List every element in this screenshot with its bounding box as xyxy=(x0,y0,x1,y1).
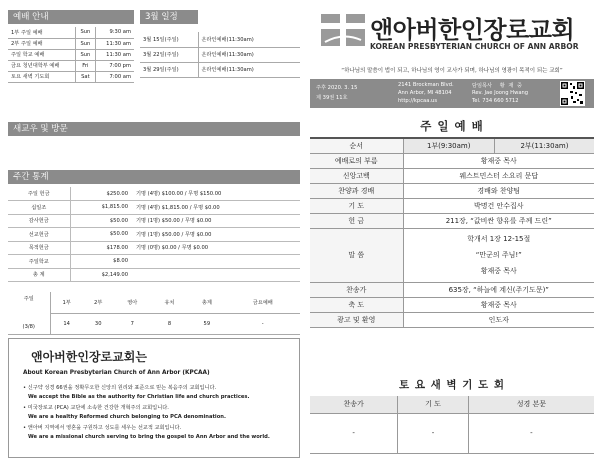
march-date: 3월 29일(주일) xyxy=(140,62,198,77)
worship-row xyxy=(310,282,594,297)
service-row xyxy=(8,49,134,60)
worship-row-label: 기 도 xyxy=(310,198,403,213)
offering-detail xyxy=(132,255,300,269)
worship-row xyxy=(310,168,594,183)
worship-title: 주 일 예 배 xyxy=(420,119,484,133)
service-time: 7:00 pm xyxy=(96,60,134,71)
march-schedule xyxy=(140,10,300,78)
march-table xyxy=(140,32,300,78)
march-event: 온라인예배(11:30am) xyxy=(198,62,300,77)
worship-row-label: 신앙고백 xyxy=(310,168,403,183)
offering-row xyxy=(8,187,300,201)
march-date: 3월 15일(주일) xyxy=(140,32,198,47)
offering-name: 총 계 xyxy=(8,268,70,282)
worship-row-label: 광고 및 환영 xyxy=(310,312,403,327)
service-day: Sat xyxy=(75,71,96,82)
worship-row-value: 211장, “값비싼 향유를 주께 드린” xyxy=(403,213,594,228)
attendance-sunday: 주일 xyxy=(23,296,34,302)
service-day: Fri xyxy=(75,60,96,71)
service-day: Sun xyxy=(75,49,96,60)
worship-row-value: 635장, “하늘에 계신(주기도문)” xyxy=(403,282,594,297)
bulletin-volume: 제 39권 11호 xyxy=(316,95,348,101)
saturday-value: - xyxy=(398,413,469,453)
offering-detail xyxy=(132,268,300,282)
website-link[interactable]: http://kpcaa.us xyxy=(398,98,438,104)
worship-row-value: 경배와 찬양팀 xyxy=(403,183,594,198)
about-item-ko: • 미국장로교 (PCA) 교단에 소속한 건강한 개혁주의 교회입니다. xyxy=(23,405,169,411)
service-time: 11:30 am xyxy=(96,49,134,60)
saturday-value: - xyxy=(310,413,398,453)
worship-row xyxy=(310,183,594,198)
offering-detail: 기명 (4명) $1,815.00 / 무명 $0.00 xyxy=(132,201,300,215)
phone-prefix: Tel. xyxy=(472,98,481,104)
offering-name: 주일학교 xyxy=(8,255,70,269)
worship-col-first: 1부(9:30am) xyxy=(403,138,494,153)
service-row xyxy=(8,60,134,71)
about-title: 앤아버한인장로교회는 xyxy=(31,350,147,364)
service-name: 1부 주일 예배 xyxy=(8,27,75,38)
worship-row-label: 찬송가 xyxy=(310,282,403,297)
address-line-1: 2141 Brockman Blvd. xyxy=(398,82,454,88)
sermon-label: 말 씀 xyxy=(310,228,403,282)
attendance-value: - xyxy=(225,313,300,334)
offering-amount: $178.00 xyxy=(70,241,132,255)
attendance-header: 유치 xyxy=(151,292,188,313)
worship-row-label: 찬양과 경배 xyxy=(310,183,403,198)
worship-row xyxy=(310,198,594,213)
service-row xyxy=(8,38,134,49)
service-time: 7:00 am xyxy=(96,71,134,82)
offering-name: 목적헌금 xyxy=(8,241,70,255)
sermon-cell xyxy=(403,228,594,282)
march-date: 3월 22일(주일) xyxy=(140,47,198,62)
saturday-value: - xyxy=(468,413,594,453)
worship-row xyxy=(310,153,594,168)
offering-name: 십일조 xyxy=(8,201,70,215)
worship-col-second: 2부(11:30am) xyxy=(494,138,594,153)
service-name: 2부 주일 예배 xyxy=(8,38,75,49)
saturday-title: 토 요 새 벽 기 도 회 xyxy=(399,379,505,391)
about-item-ko-text: 앤아버 지역에서 영혼을 구원하고 성도를 세우는 선교적 교회입니다. xyxy=(27,425,182,431)
service-time: 9:30 am xyxy=(96,27,134,38)
sermon-row xyxy=(310,228,594,282)
church-name-en: KOREAN PRESBYTERIAN CHURCH OF ANN ARBOR xyxy=(370,42,579,51)
service-day: Sun xyxy=(75,27,96,38)
worship-row xyxy=(310,312,594,327)
service-name: 주일 학교 예배 xyxy=(8,49,75,60)
attendance-value: 30 xyxy=(83,313,114,334)
offering-name: 선교헌금 xyxy=(8,228,70,242)
pastor-label: 담임목사 xyxy=(472,83,493,89)
address-line-2: Ann Arbor, MI 48104 xyxy=(398,90,452,96)
march-event: 온라인예배(11:30am) xyxy=(198,32,300,47)
attendance-header: 총계 xyxy=(188,292,225,313)
about-list xyxy=(9,376,299,440)
worship-row-value: 황재중 목사 xyxy=(403,297,594,312)
saturday-header: 찬송가 xyxy=(310,396,398,413)
attendance-table xyxy=(8,292,300,335)
offering-amount: $50.00 xyxy=(70,228,132,242)
attendance-value: 14 xyxy=(50,313,83,334)
service-day: Sun xyxy=(75,38,96,49)
offering-row xyxy=(8,201,300,215)
offering-table xyxy=(8,187,300,282)
worship-row-value: 황재중 목사 xyxy=(403,153,594,168)
march-row xyxy=(140,47,300,62)
saturday-header: 성경 본문 xyxy=(468,396,594,413)
offering-row xyxy=(8,214,300,228)
attendance-value: 7 xyxy=(114,313,151,334)
attendance-header: 1부 xyxy=(50,292,83,313)
attendance-header: 2부 xyxy=(83,292,114,313)
attendance-label xyxy=(8,292,50,335)
about-item-en: We accept the Bible as the authority for Christian life and church practices. xyxy=(28,394,250,400)
attendance-date: (3/8) xyxy=(22,324,35,330)
church-name-ko: 앤아버한인장로교회 xyxy=(370,16,575,44)
phone-number[interactable]: 734 660 5712 xyxy=(482,98,519,104)
offering-amount: $2,149.00 xyxy=(70,268,132,282)
church-logo-icon xyxy=(321,14,365,46)
march-title: 3월 일정 xyxy=(140,10,198,24)
worship-col-order: 순서 xyxy=(310,138,403,153)
worship-row-label: 예배로의 부름 xyxy=(310,153,403,168)
pastor-name-ko: 황 재 중 xyxy=(499,83,524,89)
offering-amount: $1,815.00 xyxy=(70,201,132,215)
attendance-header: 영아 xyxy=(114,292,151,313)
offering-name: 주일 헌금 xyxy=(8,187,70,201)
qr-code-icon xyxy=(560,81,585,106)
about-subtitle: About Korean Presbyterian Church of Ann Arbor (KPCAA) xyxy=(23,370,210,376)
church-motto: “하나님의 말씀이 법이 되고, 하나님의 영이 교사가 되며, 하나님의 영광이 목적이 되는 교회” xyxy=(341,68,563,74)
about-item-ko: • 앤아버 지역에서 영혼을 구원하고 성도를 세우는 선교적 교회입니다. xyxy=(23,425,182,431)
service-row xyxy=(8,27,134,38)
worship-table xyxy=(310,137,594,328)
saturday-table xyxy=(310,396,594,454)
church-header xyxy=(310,6,594,54)
worship-row-value: 인도자 xyxy=(403,312,594,327)
offering-detail: 기명 (0명) $0.00 / 무명 $0.00 xyxy=(132,241,300,255)
offering-name: 감사헌금 xyxy=(8,214,70,228)
saturday-header: 기 도 xyxy=(398,396,469,413)
about-item-en: We are a missional church serving to bring the gospel to Ann Arbor and the world. xyxy=(28,434,270,440)
about-item-ko: • 신구약 성경 66권을 정확무오한 신앙의 원리와 표준으로 믿는 복음주의 교회입니다. xyxy=(23,385,217,391)
attendance-header: 금요예배 xyxy=(225,292,300,313)
sermon-preacher: 황재중 목사 xyxy=(480,267,517,275)
pastor-name-en: Rev. Jae Joong Hwang xyxy=(472,90,529,96)
march-row xyxy=(140,62,300,77)
offering-amount: $8.00 xyxy=(70,255,132,269)
service-schedule-title: 예배 안내 xyxy=(8,10,134,24)
offering-detail: 기명 (1명) $50.00 / 무명 $0.00 xyxy=(132,228,300,242)
new-members-section xyxy=(8,122,300,136)
offering-amount: $50.00 xyxy=(70,214,132,228)
offering-row xyxy=(8,255,300,269)
march-row xyxy=(140,32,300,47)
service-schedule xyxy=(8,10,134,83)
attendance-value: 59 xyxy=(188,313,225,334)
service-row xyxy=(8,71,134,82)
service-table xyxy=(8,27,134,83)
about-item-ko-text: 미국장로교 (PCA) 교단에 소속한 건강한 개혁주의 교회입니다. xyxy=(27,405,169,411)
weekly-stats xyxy=(8,170,300,282)
service-name: 금요 청년대학부 예배 xyxy=(8,60,75,71)
worship-row-value: 박명건 안수집사 xyxy=(403,198,594,213)
offering-row xyxy=(8,268,300,282)
worship-row-value: 웨스트민스터 소요리 문답 xyxy=(403,168,594,183)
offering-amount: $250.00 xyxy=(70,187,132,201)
about-item-ko-text: 신구약 성경 66권을 정확무오한 신앙의 원리와 표준으로 믿는 복음주의 교회입니다. xyxy=(27,385,217,391)
worship-row xyxy=(310,213,594,228)
info-bar xyxy=(310,79,594,108)
service-time: 11:30 am xyxy=(96,38,134,49)
service-name: 토요 새벽 기도회 xyxy=(8,71,75,82)
offering-row xyxy=(8,241,300,255)
bulletin-date: 주후 2020. 3. 15 xyxy=(316,85,358,91)
about-item-en: We are a healthy Reformed church belonging to PCA denomination. xyxy=(28,414,226,420)
new-members-title: 새교우 및 방문 xyxy=(8,122,300,136)
offering-detail: 기명 (4명) $100.00 / 무명 $150.00 xyxy=(132,187,300,201)
worship-row-label: 헌 금 xyxy=(310,213,403,228)
worship-row xyxy=(310,297,594,312)
about-box xyxy=(8,338,300,458)
weekly-stats-title: 주간 통계 xyxy=(8,170,300,184)
attendance-value: 8 xyxy=(151,313,188,334)
march-event: 온라인예배(11:30am) xyxy=(198,47,300,62)
sermon-passage: 학개서 1장 12-15절 xyxy=(467,235,531,243)
sermon-title: “만군의 주님!” xyxy=(475,251,522,259)
worship-row-label: 축 도 xyxy=(310,297,403,312)
offering-row xyxy=(8,228,300,242)
offering-detail: 기명 (1명) $50.00 / 무명 $0.00 xyxy=(132,214,300,228)
